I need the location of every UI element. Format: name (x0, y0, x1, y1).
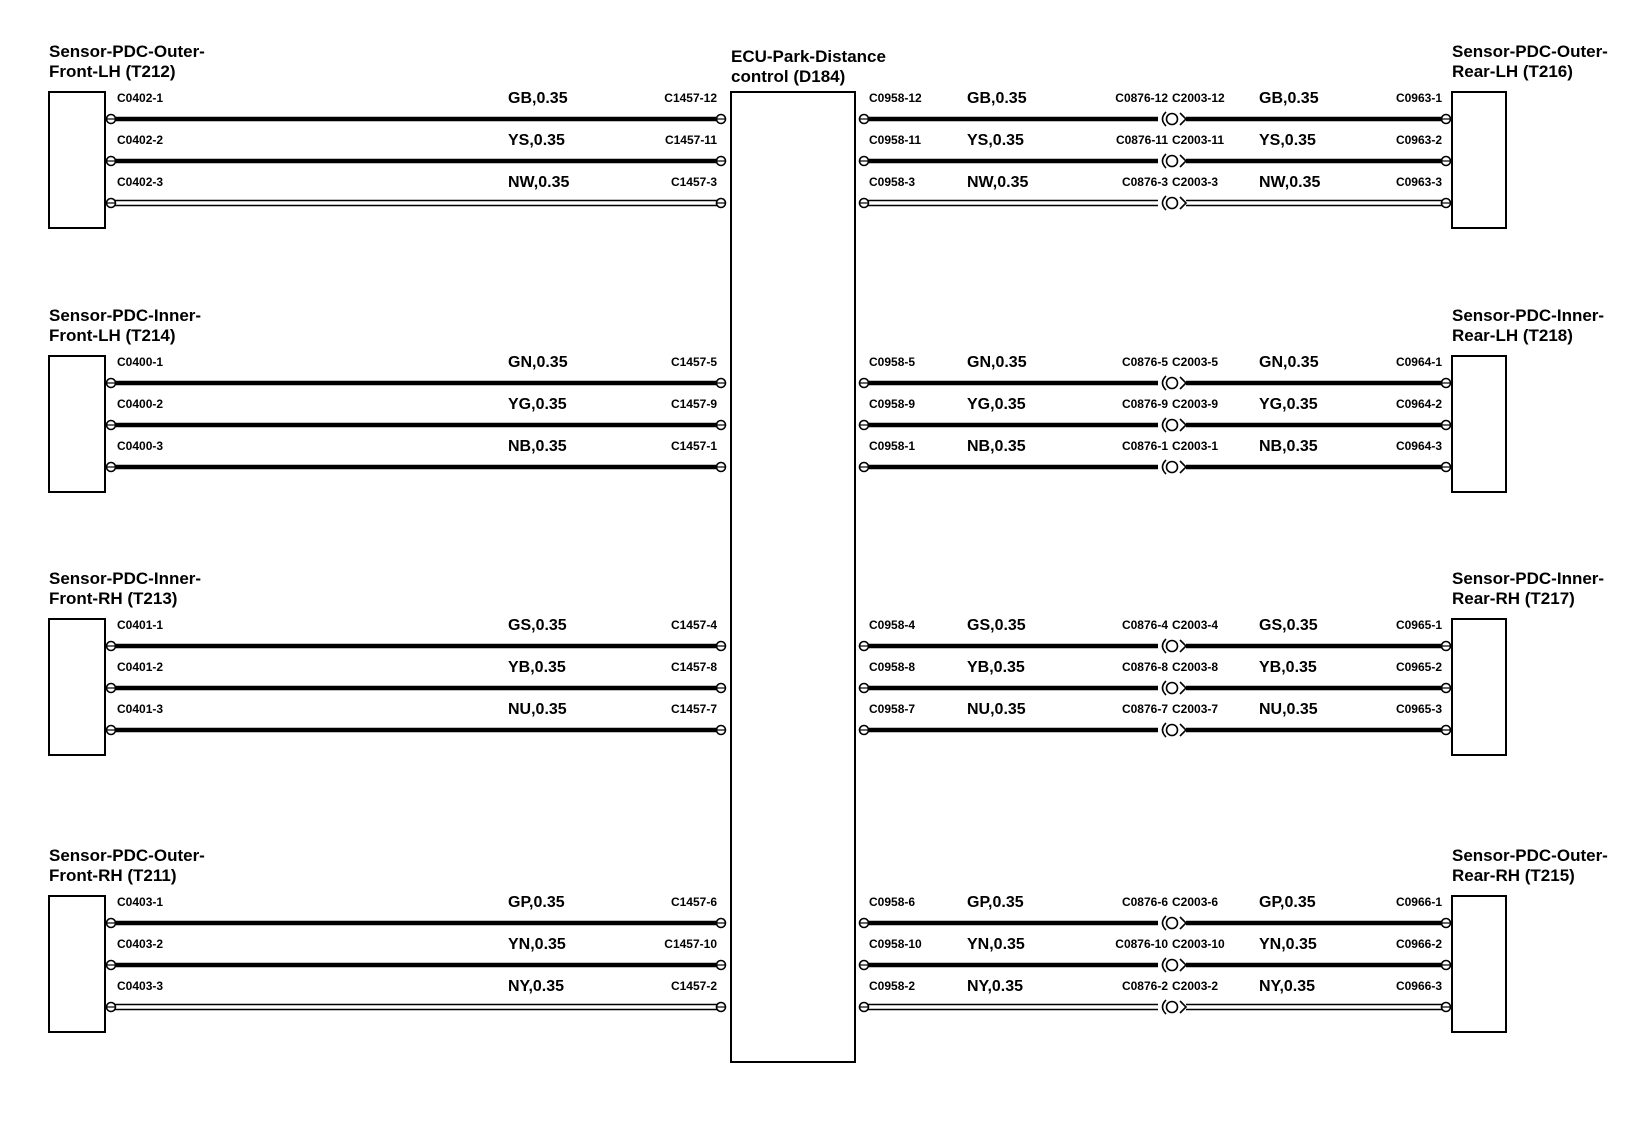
inline-connector (1163, 376, 1187, 390)
front-sensor-title-line1: Sensor-PDC-Inner- (49, 306, 202, 325)
inline-connector-a-label: C0876-4 (1121, 618, 1168, 632)
ecu-pin-label: C0958-1 (869, 439, 916, 453)
inline-connector-a-label: C0876-12 (1115, 91, 1168, 105)
ecu-pin-label: C1457-9 (670, 397, 717, 411)
wire-color-label: YS,0.35 (508, 132, 565, 149)
inline-connector (1163, 1000, 1187, 1014)
inline-connector (1163, 723, 1187, 737)
wire-color-label: NY,0.35 (1259, 978, 1316, 995)
wire-color-label: GB,0.35 (1259, 90, 1319, 107)
ecu-box (731, 92, 855, 1062)
sensor-pin-label: C0400-3 (117, 439, 164, 453)
inline-connector-b-label: C2003-8 (1172, 660, 1219, 674)
rear-sensor-box (1452, 92, 1506, 228)
ecu-pin-label: C0958-3 (869, 175, 916, 189)
rear-sensor-title-line1: Sensor-PDC-Inner- (1452, 306, 1605, 325)
wire-color-label: GB,0.35 (508, 90, 568, 107)
ecu-title-line1: ECU-Park-Distance (731, 47, 886, 66)
sensor-pin-label: C0402-1 (117, 91, 164, 105)
rear-sensor-title-line1: Sensor-PDC-Outer- (1452, 846, 1608, 865)
front-sensor-box (49, 92, 105, 228)
sensor-pin-label: C0963-1 (1395, 91, 1442, 105)
inline-connector-b-label: C2003-6 (1172, 895, 1219, 909)
sensor-pin-label: C0966-3 (1395, 979, 1442, 993)
ecu-pin-label: C1457-8 (670, 660, 717, 674)
front-sensor-title-line2: Front-RH (T213) (49, 589, 178, 608)
wire-color-label: GS,0.35 (1259, 617, 1318, 634)
inline-connector (1163, 681, 1187, 695)
sensor-pin-label: C0402-2 (117, 133, 164, 147)
sensor-pin-label: C0965-2 (1395, 660, 1442, 674)
inline-connector-a-label: C0876-11 (1115, 133, 1168, 147)
inline-connector (1163, 958, 1187, 972)
inline-connector (1163, 112, 1187, 126)
inline-connector-a-label: C0876-6 (1121, 895, 1168, 909)
wire-color-label: NB,0.35 (1259, 438, 1318, 455)
ecu-pin-label: C1457-3 (670, 175, 717, 189)
inline-connector-b-label: C2003-9 (1172, 397, 1219, 411)
sensor-pin-label: C0401-3 (117, 702, 164, 716)
sensor-pin-label: C0403-3 (117, 979, 164, 993)
wire-color-label: NW,0.35 (1259, 174, 1321, 191)
inline-connector-b-label: C2003-12 (1172, 91, 1225, 105)
front-sensor-box (49, 896, 105, 1032)
front-sensor-title-line1: Sensor-PDC-Inner- (49, 569, 202, 588)
sensor-pin-label: C0401-1 (117, 618, 164, 632)
wire-color-label: GS,0.35 (967, 617, 1026, 634)
wire-color-label: GN,0.35 (1259, 354, 1319, 371)
ecu-pin-label: C0958-2 (869, 979, 916, 993)
inline-connector (1163, 418, 1187, 432)
inline-connector-a-label: C0876-5 (1121, 355, 1168, 369)
inline-connector-b-label: C2003-2 (1172, 979, 1219, 993)
wire-color-label: YN,0.35 (1259, 936, 1317, 953)
wire-color-label: GN,0.35 (967, 354, 1027, 371)
wire-color-label: NU,0.35 (967, 701, 1026, 718)
wire-color-label: YB,0.35 (967, 659, 1025, 676)
wire-color-label: NB,0.35 (508, 438, 567, 455)
sensor-pin-label: C0963-2 (1395, 133, 1442, 147)
wire-color-label: NW,0.35 (967, 174, 1029, 191)
inline-connector (1163, 639, 1187, 653)
ecu-pin-label: C0958-11 (869, 133, 922, 147)
rear-sensor-title-line2: Rear-LH (T218) (1452, 326, 1573, 345)
rear-sensor-title-line2: Rear-RH (T217) (1452, 589, 1575, 608)
sensor-pin-label: C0963-3 (1395, 175, 1442, 189)
rear-sensor-box (1452, 356, 1506, 492)
inline-connector-b-label: C2003-4 (1172, 618, 1219, 632)
rear-wire-sensor-side (1186, 1005, 1446, 1010)
ecu-pin-label: C0958-12 (869, 91, 922, 105)
sensor-pin-label: C0964-3 (1395, 439, 1442, 453)
inline-connector-b-label: C2003-11 (1172, 133, 1225, 147)
inline-connector-a-label: C0876-7 (1121, 702, 1168, 716)
rear-wire-ecu-side (864, 201, 1158, 206)
wire-color-label: NY,0.35 (967, 978, 1024, 995)
rear-wire-ecu-side (864, 1005, 1158, 1010)
inline-connector-a-label: C0876-9 (1121, 397, 1168, 411)
rear-sensor-title-line1: Sensor-PDC-Outer- (1452, 42, 1608, 61)
ecu-pin-label: C0958-9 (869, 397, 916, 411)
inline-connector-a-label: C0876-8 (1121, 660, 1168, 674)
sensor-pin-label: C0964-2 (1395, 397, 1442, 411)
sensor-pin-label: C0403-2 (117, 937, 164, 951)
front-sensor-title-line2: Front-LH (T214) (49, 326, 176, 345)
wire-color-label: GS,0.35 (508, 617, 567, 634)
wire-color-label: GP,0.35 (508, 894, 565, 911)
inline-connector (1163, 196, 1187, 210)
sensor-pin-label: C0966-2 (1395, 937, 1442, 951)
wire-color-label: YN,0.35 (508, 936, 566, 953)
wire-color-label: GP,0.35 (967, 894, 1024, 911)
front-sensor-box (49, 356, 105, 492)
rear-sensor-title-line2: Rear-LH (T216) (1452, 62, 1573, 81)
wire-color-label: YG,0.35 (967, 396, 1026, 413)
wire-color-label: YB,0.35 (1259, 659, 1317, 676)
sensor-pin-label: C0401-2 (117, 660, 164, 674)
inline-connector-b-label: C2003-5 (1172, 355, 1219, 369)
ecu-pin-label: C0958-6 (869, 895, 916, 909)
rear-sensor-box (1452, 896, 1506, 1032)
rear-sensor-title-line1: Sensor-PDC-Inner- (1452, 569, 1605, 588)
wire-color-label: NB,0.35 (967, 438, 1026, 455)
ecu-pin-label: C1457-5 (670, 355, 717, 369)
sensor-pin-label: C0966-1 (1395, 895, 1442, 909)
wire-color-label: YG,0.35 (508, 396, 567, 413)
inline-connector-b-label: C2003-3 (1172, 175, 1219, 189)
front-sensor-title-line2: Front-RH (T211) (49, 866, 177, 885)
ecu-title-line2: control (D184) (731, 67, 846, 86)
inline-connector (1163, 154, 1187, 168)
sensor-pin-label: C0965-1 (1395, 618, 1442, 632)
front-sensor-box (49, 619, 105, 755)
wire-color-label: NU,0.35 (508, 701, 567, 718)
wire-color-label: YS,0.35 (1259, 132, 1316, 149)
sensor-pin-label: C0964-1 (1395, 355, 1442, 369)
inline-connector-b-label: C2003-1 (1172, 439, 1219, 453)
inline-connector-a-label: C0876-10 (1115, 937, 1168, 951)
wire-color-label: NY,0.35 (508, 978, 565, 995)
front-sensor-title-line2: Front-LH (T212) (49, 62, 176, 81)
front-sensor-title-line1: Sensor-PDC-Outer- (49, 42, 205, 61)
ecu-pin-label: C1457-6 (670, 895, 717, 909)
wire-color-label: YB,0.35 (508, 659, 566, 676)
inline-connector-a-label: C0876-1 (1121, 439, 1168, 453)
inline-connector-b-label: C2003-10 (1172, 937, 1225, 951)
inline-connector (1163, 916, 1187, 930)
wire-color-label: GP,0.35 (1259, 894, 1316, 911)
sensor-pin-label: C0965-3 (1395, 702, 1442, 716)
sensor-pin-label: C0400-1 (117, 355, 164, 369)
front-wire (111, 1005, 721, 1010)
wire-color-label: YN,0.35 (967, 936, 1025, 953)
ecu-pin-label: C0958-10 (869, 937, 922, 951)
ecu-pin-label: C1457-10 (664, 937, 717, 951)
sensor-pin-label: C0400-2 (117, 397, 164, 411)
sensor-pin-label: C0402-3 (117, 175, 164, 189)
wire-color-label: GN,0.35 (508, 354, 568, 371)
ecu-pin-label: C1457-2 (670, 979, 717, 993)
wire-color-label: GB,0.35 (967, 90, 1027, 107)
ecu-pin-label: C1457-11 (664, 133, 717, 147)
inline-connector-a-label: C0876-2 (1121, 979, 1168, 993)
ecu-pin-label: C0958-7 (869, 702, 916, 716)
ecu-pin-label: C1457-1 (670, 439, 717, 453)
ecu-pin-label: C1457-7 (670, 702, 717, 716)
wire-color-label: NW,0.35 (508, 174, 570, 191)
front-sensor-title-line1: Sensor-PDC-Outer- (49, 846, 205, 865)
rear-sensor-box (1452, 619, 1506, 755)
wire-color-label: NU,0.35 (1259, 701, 1318, 718)
wire-color-label: YS,0.35 (967, 132, 1024, 149)
ecu-pin-label: C1457-12 (664, 91, 717, 105)
wire-color-label: YG,0.35 (1259, 396, 1318, 413)
sensor-pin-label: C0403-1 (117, 895, 164, 909)
inline-connector-b-label: C2003-7 (1172, 702, 1219, 716)
rear-sensor-title-line2: Rear-RH (T215) (1452, 866, 1575, 885)
ecu-pin-label: C0958-4 (869, 618, 916, 632)
rear-wire-sensor-side (1186, 201, 1446, 206)
inline-connector-a-label: C0876-3 (1121, 175, 1168, 189)
front-wire (111, 201, 721, 206)
ecu-pin-label: C0958-8 (869, 660, 916, 674)
ecu-pin-label: C0958-5 (869, 355, 916, 369)
ecu-pin-label: C1457-4 (670, 618, 717, 632)
inline-connector (1163, 460, 1187, 474)
